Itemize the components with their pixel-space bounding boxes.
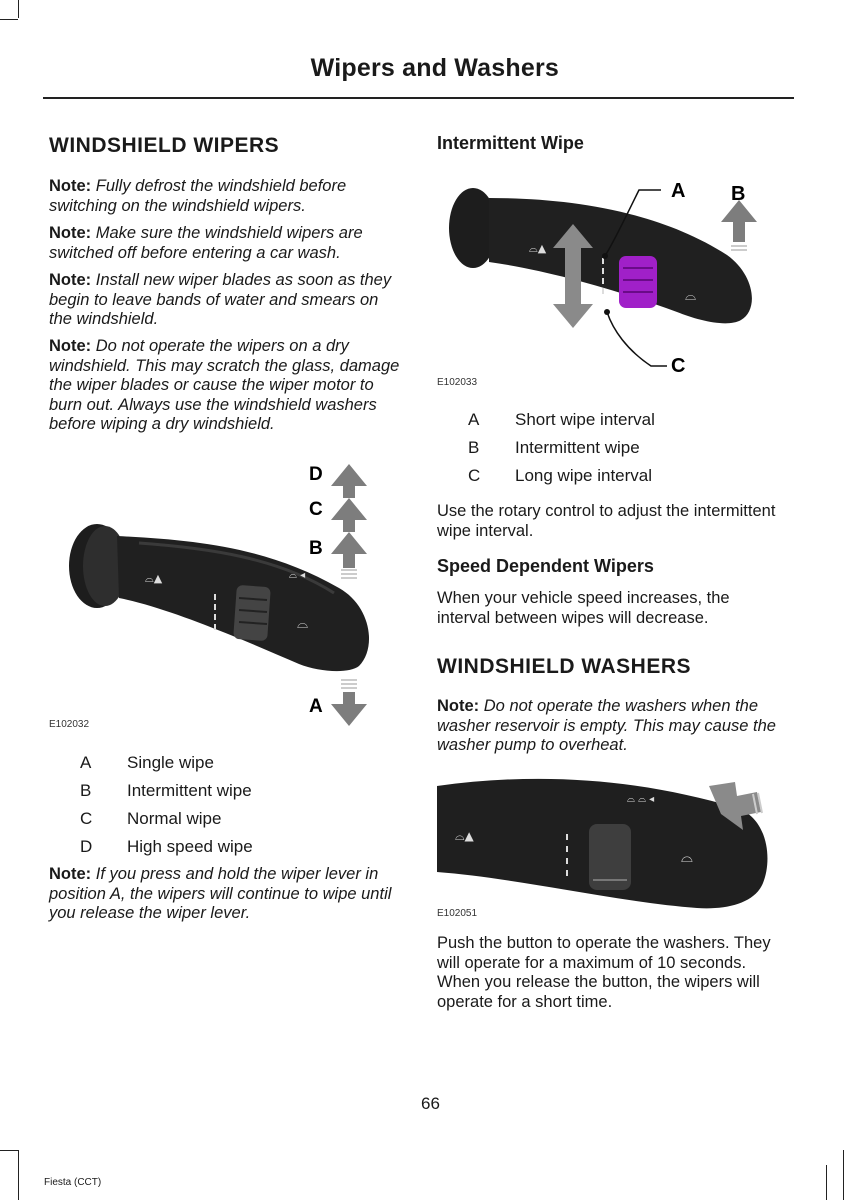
note-text: Make sure the windshield wipers are switched off before entering a car wash.	[49, 224, 363, 262]
legend-row	[468, 438, 788, 466]
washer-symbol-icon: ⌓	[681, 848, 693, 866]
legend-text: Intermittent wipe	[127, 781, 252, 800]
legend-text: Intermittent wipe	[515, 438, 640, 457]
crop-mark	[18, 0, 19, 18]
legend-row	[80, 753, 400, 781]
heading-speed-dependent-wipers: Speed Dependent Wipers	[437, 556, 654, 576]
note-text: Do not operate the wipers on a dry windshield. This may scratch the glass, damage the wiper blades or cause the wiper motor to burn out. Always use the windshield washers before wiping a dry windshield.	[49, 337, 400, 433]
wiper-mode-symbol-icon: ⌓ ◂	[289, 570, 306, 581]
legend-row	[80, 837, 400, 865]
legend-row	[80, 781, 400, 809]
legend-text: Normal wipe	[127, 809, 222, 828]
figure-wiper-lever	[49, 458, 399, 736]
crop-mark	[0, 19, 18, 20]
legend-letter: D	[80, 837, 93, 856]
legend-text: Short wipe interval	[515, 410, 655, 429]
note-1	[49, 177, 404, 216]
note-text: If you press and hold the wiper lever in position A, the wipers will continue to wipe until you release the wiper lever.	[49, 865, 392, 922]
legend-row	[80, 809, 400, 837]
note-washer-reservoir	[437, 697, 782, 756]
legend-letter: A	[80, 753, 92, 772]
figure-label-b: B	[731, 183, 746, 205]
legend-row	[468, 466, 788, 494]
crop-mark	[18, 1150, 19, 1200]
front-wiper-symbol-icon: ⌓▲	[145, 572, 163, 585]
arrow-up-icons	[331, 464, 367, 568]
note-4	[49, 337, 404, 435]
heading-intermittent-wipe: Intermittent Wipe	[437, 133, 584, 153]
front-wiper-symbol-icon: ⌓▲	[529, 242, 547, 255]
note-label: Note:	[49, 224, 92, 242]
note-label: Note:	[49, 177, 92, 195]
note-2	[49, 224, 404, 263]
crop-mark	[826, 1165, 827, 1200]
wiper-mode-symbol-icon: ⌓ ⌓ ◂	[627, 794, 655, 805]
legend-left	[80, 753, 400, 865]
section-title-windshield-wipers: WINDSHIELD WIPERS	[49, 134, 280, 157]
figure-id: E102032	[49, 719, 90, 730]
note-hold-lever	[49, 865, 404, 924]
washer-lever-illustration	[437, 768, 771, 914]
legend-text: Long wipe interval	[515, 466, 653, 485]
legend-letter: C	[468, 466, 481, 485]
push-button-instructions: Push the button to operate the washers. They will operate for a maximum of 10 seconds. When you release the button, the wipers will operate for a short time.	[437, 934, 771, 1011]
rotary-control-highlight	[619, 256, 657, 308]
legend-letter: A	[468, 410, 480, 429]
page-number: 66	[421, 1094, 440, 1113]
note-label: Note:	[49, 337, 92, 355]
legend-letter: B	[80, 781, 92, 800]
legend-row	[468, 410, 788, 438]
legend-text: Single wipe	[127, 753, 214, 772]
figure-label-d: D	[309, 464, 323, 485]
note-label: Note:	[437, 697, 480, 715]
front-wiper-symbol-icon: ⌓▲	[455, 829, 474, 843]
footer-model: Fiesta (CCT)	[44, 1177, 102, 1188]
figure-label-b: B	[309, 538, 323, 559]
header-divider	[43, 97, 794, 99]
speed-dependent-text: When your vehicle speed increases, the interval between wipes will decrease.	[437, 589, 730, 627]
figure-label-a: A	[671, 180, 686, 202]
figure-id: E102033	[437, 377, 478, 388]
arrow-up-icon	[721, 200, 757, 242]
figure-label-c: C	[309, 499, 323, 520]
leader-line-c	[607, 312, 667, 366]
legend-letter: C	[80, 809, 93, 828]
crop-mark	[0, 1150, 18, 1151]
washer-symbol-icon: ⌓	[685, 288, 697, 304]
legend-letter: B	[468, 438, 480, 457]
wiper-lever-illustration	[49, 458, 399, 736]
crop-mark	[843, 1150, 844, 1200]
note-text: Do not operate the washers when the washer reservoir is empty. This may cause the washer pump to overheat.	[437, 697, 776, 754]
note-3	[49, 271, 404, 330]
note-label: Note:	[49, 865, 92, 883]
arrow-down-icon	[331, 692, 367, 726]
legend-right	[468, 410, 788, 494]
note-label: Note:	[49, 271, 92, 289]
figure-intermittent-wipe	[437, 170, 792, 378]
figure-washer-button	[437, 768, 771, 914]
rotary-instructions: Use the rotary control to adjust the intermittent wipe interval.	[437, 502, 776, 540]
figure-label-c: C	[671, 355, 686, 377]
intermittent-lever-illustration	[437, 170, 792, 378]
section-title-windshield-washers: WINDSHIELD WASHERS	[437, 655, 692, 678]
rotary-thumbwheel	[233, 585, 271, 641]
legend-text: High speed wipe	[127, 837, 253, 856]
note-text: Install new wiper blades as soon as they begin to leave bands of water and smears on the windshield.	[49, 271, 392, 328]
figure-label-a: A	[309, 696, 323, 717]
page-header-title: Wipers and Washers	[310, 54, 559, 82]
washer-symbol-icon: ⌓	[297, 616, 309, 632]
note-text: Fully defrost the windshield before switching on the windshield wipers.	[49, 177, 347, 215]
figure-id: E102051	[437, 908, 478, 919]
